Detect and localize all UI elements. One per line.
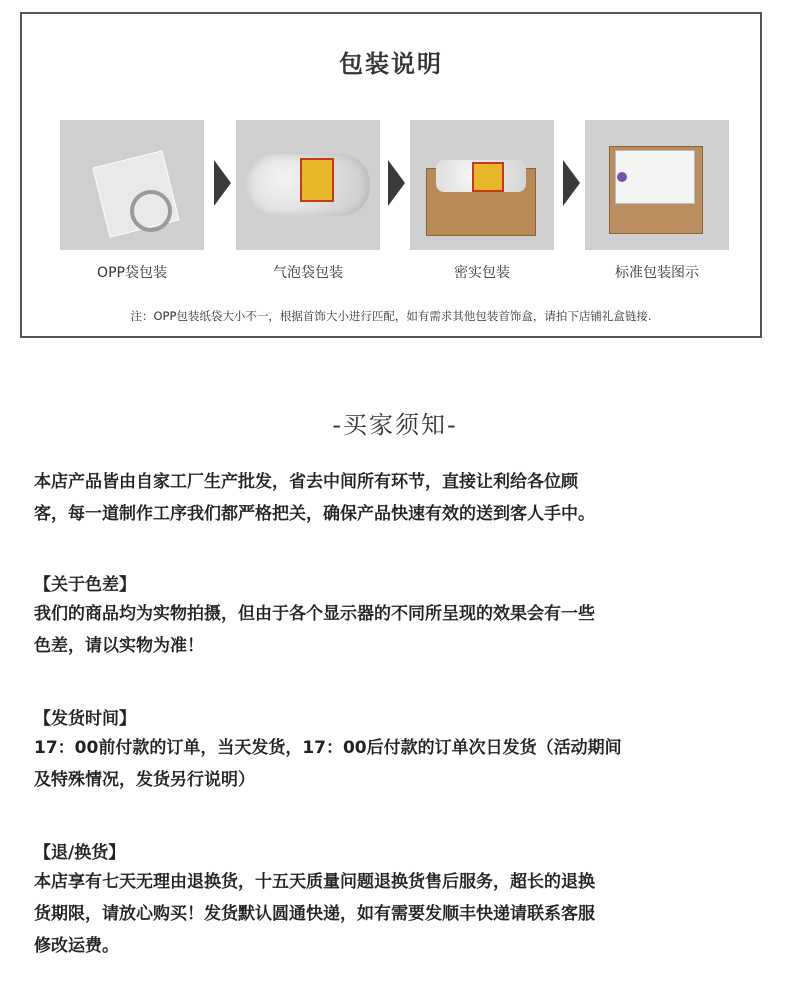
return-exchange-line: 修改运费。 (34, 936, 119, 956)
shipping-time-line: 及特殊情况，发货另行说明） (34, 770, 255, 790)
opp-bag-photo (60, 120, 204, 250)
return-exchange-line: 货期限，请放心购买！发货默认圆通快递，如有需要发顺丰快递请联系客服 (34, 904, 595, 924)
notice-title: -买家须知- (332, 411, 458, 439)
arrow-right-icon (563, 160, 580, 206)
packaging-note: 注：OPP包装纸袋大小不一，根据首饰大小进行匹配，如有需求其他包装首饰盒，请拍下店铺礼盒链接. (130, 309, 652, 323)
shipping-time-paragraph (34, 732, 764, 796)
intro-paragraph (34, 466, 764, 530)
packaging-title: 包装说明 (339, 50, 443, 78)
bubble-bag-photo (236, 120, 380, 250)
intro-line: 本店产品皆由自家工厂生产批发，省去中间所有环节，直接让利给各位顾 (34, 472, 578, 492)
step-opp-bag (60, 120, 204, 282)
shipping-time-heading: 【发货时间】 (34, 709, 136, 729)
intro-line: 客，每一道制作工序我们都严格把关，确保产品快速有效的送到客人手中。 (34, 504, 595, 524)
shipping-time-line: 17：00前付款的订单，当天发货，17：00后付款的订单次日发货（活动期间 (34, 738, 622, 758)
step-label: 密实包装 (454, 265, 510, 281)
step-bubble-bag (236, 120, 380, 282)
color-diff-paragraph (34, 598, 764, 662)
return-exchange-paragraph (34, 866, 764, 962)
step-label: OPP袋包装 (97, 265, 167, 281)
standard-pack-photo (585, 120, 729, 250)
return-exchange-heading: 【退/换货】 (34, 843, 126, 863)
step-label: 气泡袋包装 (273, 265, 343, 281)
arrow-right-icon (388, 160, 405, 206)
arrow-right-icon (214, 160, 231, 206)
color-diff-line: 我们的商品均为实物拍摄，但由于各个显示器的不同所呈现的效果会有一些 (34, 604, 595, 624)
packaging-panel (20, 12, 762, 338)
step-dense-pack (410, 120, 554, 282)
step-label: 标准包装图示 (615, 265, 699, 281)
return-exchange-line: 本店享有七天无理由退换货，十五天质量问题退换货售后服务，超长的退换 (34, 872, 595, 892)
color-diff-line: 色差，请以实物为准！ (34, 636, 204, 656)
step-standard-pack (585, 120, 729, 282)
dense-pack-photo (410, 120, 554, 250)
color-diff-heading: 【关于色差】 (34, 575, 136, 595)
